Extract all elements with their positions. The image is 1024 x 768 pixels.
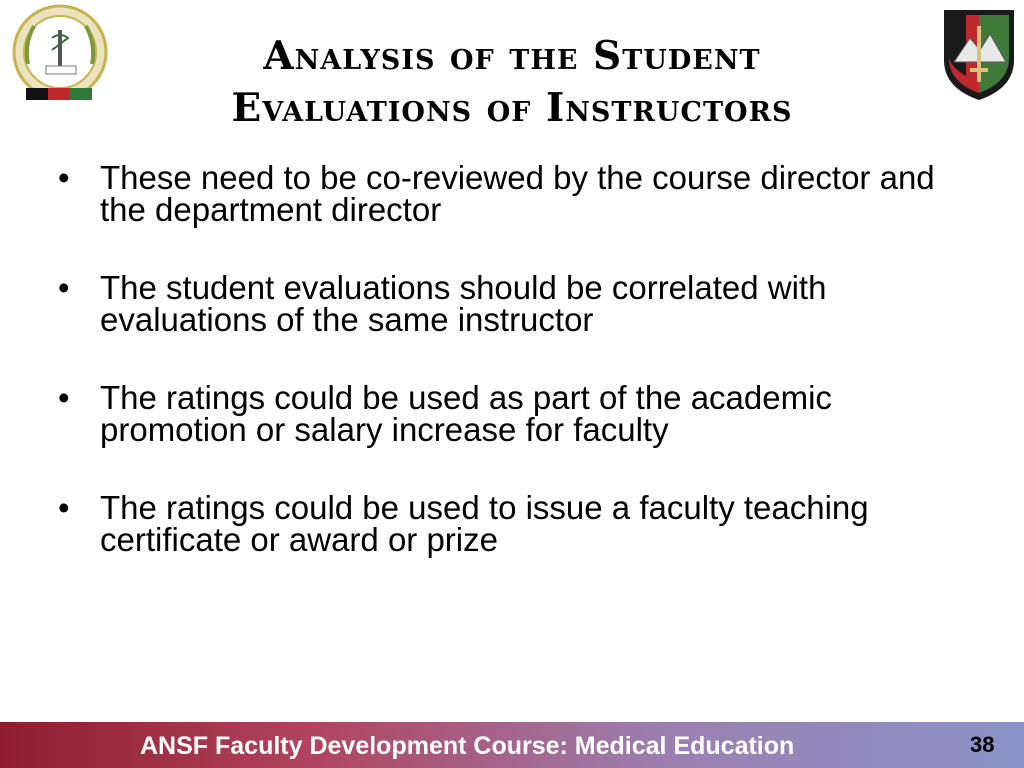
bullet-text: The student evaluations should be correlated with evaluations of the same instructor	[100, 269, 827, 338]
bullet-item	[58, 489, 978, 558]
bullet-list	[58, 159, 978, 602]
bullet-item	[58, 159, 978, 228]
page-number: 38	[970, 732, 995, 757]
bullet-marker: •	[58, 379, 70, 416]
medical-school-emblem-icon	[8, 4, 112, 108]
bullet-marker: •	[58, 159, 70, 196]
title-line-2: Evaluations of Instructors	[231, 85, 793, 131]
bullet-text: These need to be co-reviewed by the course director and the department director	[100, 159, 935, 228]
bullet-text: The ratings could be used to issue a faculty teaching certificate or award or prize	[100, 489, 869, 558]
footer-bar	[0, 722, 1024, 768]
military-shield-emblem-icon	[940, 6, 1018, 102]
bullet-marker: •	[58, 269, 70, 306]
bullet-item	[58, 269, 978, 338]
bullet-text: The ratings could be used as part of the academic promotion or salary increase for faculty	[100, 379, 832, 448]
bullet-item	[58, 379, 978, 448]
slide-title	[120, 30, 904, 134]
bullet-marker: •	[58, 489, 70, 526]
title-line-1: Analysis of the Student	[263, 33, 761, 79]
footer-course-title: ANSF Faculty Development Course: Medical Education	[140, 732, 795, 760]
